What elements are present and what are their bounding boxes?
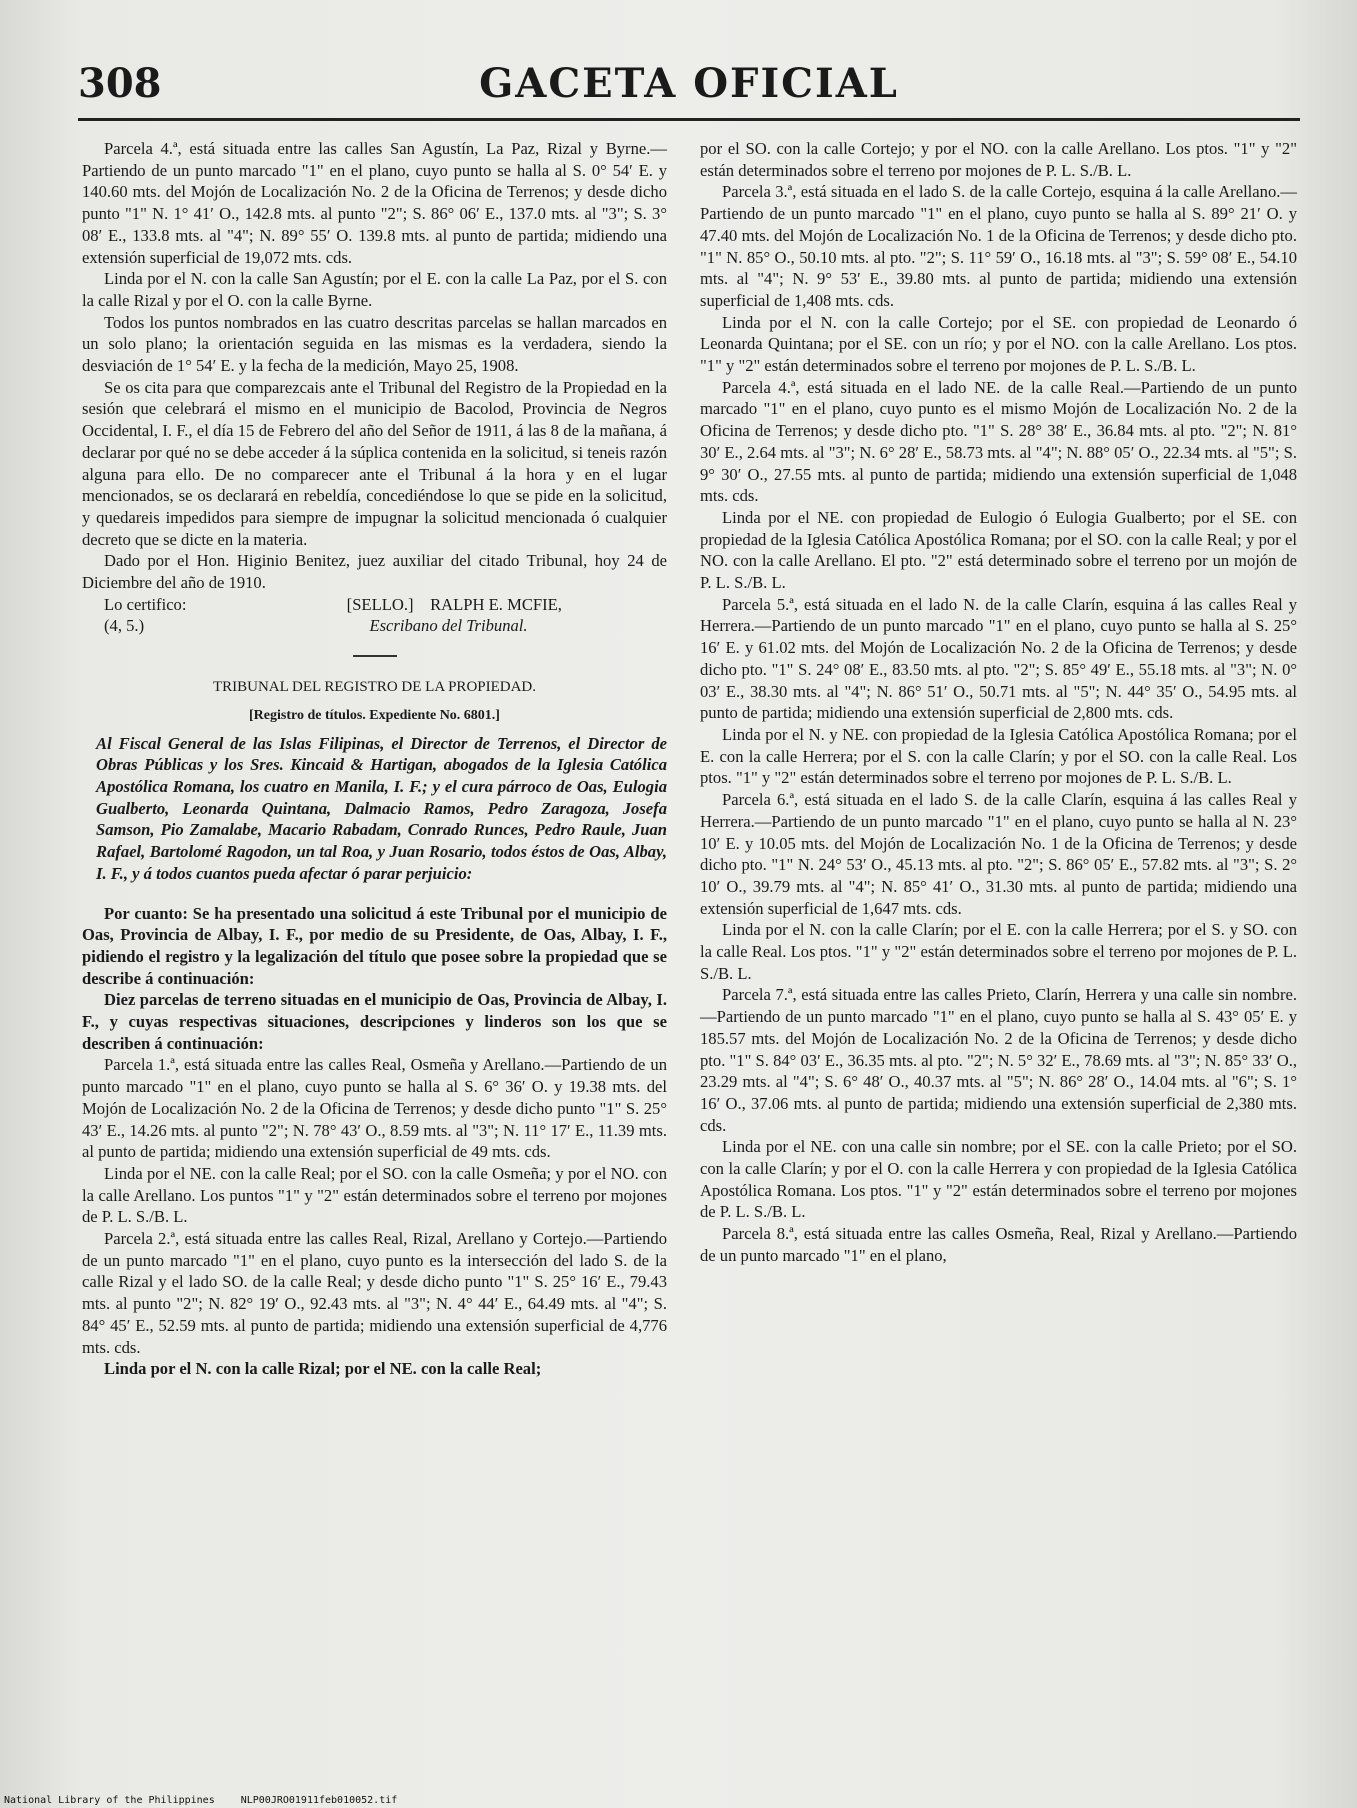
parcel-7-boundaries: Linda por el NE. con una calle sin nombre; por el SE. con la calle Prieto; por el SO. con la calle Clarín; y por el O. con la calle Herrera y con propiedad de la Iglesia Católica Apostólica Romana. Los ptos. "1" y "2" están determinados sobre el terreno por mojones de P. L. S./B. L. <box>700 1137 1297 1222</box>
por-cuanto-paragraph: Por cuanto: Se ha presentado una solicitud á este Tribunal por el municipio de Oas, Provincia de Albay, I. F., por medio de su Presidente, de Oas, Albay, I. F., pidiendo el registro y la legalización del título que posee sobre la propiedad que se describe á continuación: <box>82 903 667 988</box>
dado-paragraph: Dado por el Hon. Higinio Benitez, juez auxiliar del citado Tribunal, hoy 24 de Diciembre del año de 1910. <box>82 551 667 593</box>
left-column <box>82 138 667 1380</box>
registrar-name: RALPH E. MCFIE, <box>430 594 562 614</box>
parcel-2-description: Parcela 2.ª, está situada entre las calles Real, Rizal, Arellano y Cortejo.—Partiendo de un punto marcado "1" en el plano, cuyo punto es la intersección del lado S. de la calle Rizal y el lado SO. de la calle Real; y desde dicho punto "1" S. 25° 16′ E., 79.43 mts. al punto "2"; N. 82° 19′ O., 92.43 mts. al "3"; N. 4° 44′ E., 64.49 mts. al "4"; S. 84° 45′ E., 52.59 mts. al punto de partida; midiendo una extensión superficial de 4,776 mts. cds. <box>82 1229 667 1357</box>
parcel-3-description: Parcela 3.ª, está situada en el lado S. de la calle Cortejo, esquina á la calle Arellano.—Partiendo de un punto marcado "1" en el plano, cuyo punto se halla al S. 89° 21′ O. y 47.40 mts. del Mojón de Localización No. 1 de la Oficina de Terrenos; y desde dicho pto. "1" N. 85° O., 50.10 mts. al pto. "2"; S. 11° 59′ O., 16.18 mts. al "3"; S. 59° 08′ E., 54.10 mts. al "4"; N. 9° 53′ E., 39.80 mts. al punto de partida; midiendo una extensión superficial de 1,408 mts. cds. <box>700 182 1297 310</box>
parcel-1-boundaries: Linda por el NE. con la calle Real; por el SO. con la calle Osmeña; y por el NO. con la calle Arellano. Los puntos "1" y "2" están determinados sobre el terreno por mojones de P. L. S./B. L. <box>82 1163 667 1227</box>
signature-row-1 <box>82 594 667 616</box>
seal-label: [SELLO.] <box>346 594 414 614</box>
scan-filename: NLP00JRO01911feb010052.tif <box>240 1795 398 1806</box>
scan-footer <box>4 1795 704 1806</box>
parcel-1-description: Parcela 1.ª, está situada entre las calles Real, Osmeña y Arellano.—Partiendo de un punto marcado "1" en el plano, cuyo punto se halla al S. 6° 36′ O. y 19.38 mts. del Mojón de Localización No. 2 de la Oficina de Terrenos; y desde dicho punto "1" S. 25° 43′ E., 14.26 mts. al punto "2"; N. 78° 43′ O., 8.59 mts. al "3"; N. 11° 17′ E., 11.39 mts. al punto de partida; midiendo una extensión superficial de 49 mts. cds. <box>82 1055 667 1162</box>
right-column <box>700 138 1297 1267</box>
spacer <box>82 885 667 903</box>
section-divider <box>353 655 397 657</box>
publication-ref: (4, 5.) <box>104 616 145 636</box>
parcel-7-description: Parcela 7.ª, está situada entre las calles Prieto, Clarín, Herrera y una calle sin nombre.—Partiendo de un punto marcado "1" en el plano, cuyo punto se halla al S. 43° 05′ E. y 185.57 mts. del Mojón de Localización No. 2 de la Oficina de Terrenos; y desde dicho pto. "1" S. 84° 03′ E., 36.35 mts. al pto. "2"; N. 5° 32′ E., 78.69 mts. al "3"; N. 85° 33′ O., 23.29 mts. al "4"; S. 6° 48′ O., 40.37 mts. al "5"; N. 86° 28′ O., 14.04 mts. al "6"; S. 1° 16′ O., 37.06 mts. al punto de partida; midiendo una extensión superficial de 2,380 mts. cds. <box>700 985 1297 1135</box>
parcel-2-boundaries: Linda por el N. con la calle Rizal; por el NE. con la calle Real; <box>104 1359 542 1379</box>
page-header <box>78 60 1300 116</box>
parcel-8-description: Parcela 8.ª, está situada entre las calles Osmeña, Real, Rizal y Arellano.—Partiendo de un punto marcado "1" en el plano, <box>700 1224 1297 1265</box>
certifico-label: Lo certifico: <box>104 594 187 614</box>
parcel-4-boundaries: Linda por el N. con la calle San Agustín; por el E. con la calle La Paz, por el S. con la calle Rizal y por el O. con la calle Byrne. <box>82 269 667 310</box>
parcel-6-boundaries: Linda por el N. con la calle Clarín; por el E. con la calle Herrera; por el S. y SO. con la calle Real. Los ptos. "1" y "2" están determinados sobre el terreno por mojones de P. L. S./B. L. <box>700 920 1297 983</box>
masthead-title: GACETA OFICIAL <box>479 60 899 107</box>
parcel-4-description: Parcela 4.ª, está situada entre las calles San Agustín, La Paz, Rizal y Byrne.—Partiendo de un punto marcado "1" en el plano, cuyo punto se halla al S. 0° 54′ E. y 140.60 mts. del Mojón de Localización No. 2 de la Oficina de Terrenos; y desde dicho punto "1" N. 1° 41′ O., 142.8 mts. al punto "2"; S. 86° 06′ E., 137.0 mts. al "3"; S. 3° 08′ E., 133.8 mts. al "4"; N. 89° 55′ O. 139.8 mts. al punto de partida; midiendo una extensión superficial de 19,072 mts. cds. <box>82 139 667 267</box>
library-credit: National Library of the Philippines <box>4 1795 215 1806</box>
orientation-note: Todos los puntos nombrados en las cuatro descritas parcelas se hallan marcados en un solo plano; la orientación seguida en las mismas es la verdadera, siendo la desviación de 1° 54′ E. y la fecha de la medición, Mayo 25, 1908. <box>82 312 667 376</box>
court-title: TRIBUNAL DEL REGISTRO DE LA PROPIEDAD. <box>212 679 537 696</box>
header-rule <box>78 118 1300 121</box>
summons-paragraph: Se os cita para que comparezcais ante el Tribunal del Registro de la Propiedad en la sesión que celebrará el mismo en el municipio de Bacolod, Provincia de Negros Occidental, I. F., el día 15 de Febrero del año del Señor de 1911, á las 8 de la mañana, á declarar por qué no se debe acceder á la súplica contenida en la solicitud, si teneis razón alguna para ello. De no comparecer ante el Tribunal á la hora y en el lugar mencionados, se os declarará en rebeldía, concediéndose lo que se pide en la solicitud, y quedareis impedidos para siempre de impugnar la solicitud mencionada ó cualquier decreto que se dicte en la materia. <box>82 377 667 549</box>
expediente-line: [Registro de títulos. Expediente No. 6801.] <box>249 707 500 723</box>
parcel-2-boundaries-cont: por el SO. con la calle Cortejo; y por el NO. con la calle Arellano. Los ptos. "1" y "2" están determinados sobre el terreno por mojones de P. L. S./B. L. <box>700 139 1297 180</box>
parcel-6-description: Parcela 6.ª, está situada en el lado S. de la calle Clarín, esquina á las calles Real y Herrera.—Partiendo de un punto marcado "1" en el plano, cuyo punto se halla al N. 23° 10′ E. y 10.05 mts. del Mojón de Localización No. 1 de la Oficina de Terrenos; y desde dicho pto. "1" N. 24° 53′ O., 45.13 mts. al pto. "2"; S. 86° 05′ E., 57.82 mts. al "3"; S. 2° 10′ O., 39.79 mts. al "4"; N. 85° 41′ O., 31.30 mts. al punto de partida; midiendo una extensión superficial de 1,647 mts. cds. <box>700 790 1297 918</box>
parcel-4b-boundaries: Linda por el NE. con propiedad de Eulogio ó Eulogia Gualberto; por el SE. con propiedad de la Iglesia Católica Apostólica Romana; por el SO. con la calle Real; y por el NO. con la calle Arellano. El pto. "2" está determinado sobre el terreno por un mojón de P. L. S./B. L. <box>700 507 1297 593</box>
parcels-intro: Diez parcelas de terreno situadas en el municipio de Oas, Provincia de Albay, I. F., y cuyas respectivas situaciones, descripciones y linderos son los que se describen á continuación: <box>82 990 667 1053</box>
page-number: 308 <box>78 60 162 107</box>
signature-row-2 <box>82 615 667 637</box>
parcel-5-boundaries: Linda por el N. y NE. con propiedad de la Iglesia Católica Apostólica Romana; por el E. con la calle Herrera; por el S. con la calle Clarín; y por el SO. con la calle Real. Los ptos. "1" y "2" están determinados sobre el terreno por mojones de P. L. S./B. L. <box>700 724 1297 788</box>
parcel-3-boundaries: Linda por el N. con la calle Cortejo; por el SE. con propiedad de Leonardo ó Leonarda Quintana; por el SE. con un río; y por el NO. con la calle Arellano. Los ptos. "1" y "2" están determinados sobre el terreno por mojones de P. L. S./B. L. <box>700 312 1297 376</box>
parcel-4b-description: Parcela 4.ª, está situada en el lado NE. de la calle Real.—Partiendo de un punto marcado "1" en el plano, cuyo punto es el mismo Mojón de Localización No. 2 de la Oficina de Terrenos; y desde dicho pto. "1" S. 28° 38′ E., 36.84 mts. al pto. "2"; N. 81° 30′ E., 2.64 mts. al "3"; N. 6° 28′ E., 58.73 mts. al "4"; N. 88° 05′ O., 22.34 mts. al "5"; S. 9° 30′ O., 27.55 mts. al punto de partida; midiendo una extensión superficial de 1,048 mts. cds. <box>700 377 1297 506</box>
addressees: Al Fiscal General de las Islas Filipinas, el Director de Terrenos, el Director de Obras Públicas y los Sres. Kincaid & Hartigan, abogados de la Iglesia Católica Apostólica Romana, los cuatro en Manila, I. F.; y el cura párroco de Oas, Eulogia Gualberto, Leonarda Quintana, Dalmacio Ramos, Pedro Zaragoza, Josefa Samson, Pio Zamalabe, Macario Rabadam, Conrado Runces, Pedro Raule, Juan Rafael, Bartolomé Ragodon, un tal Roa, y Juan Rosario, todos éstos de Oas, Albay, I. F., y á todos cuantos pueda afectar ó parar perjuicio: <box>96 733 667 883</box>
parcel-5-description: Parcela 5.ª, está situada en el lado N. de la calle Clarín, esquina á las calles Real y Herrera.—Partiendo de un punto marcado "1" en el plano, cuyo punto se halla al S. 25° 16′ E. y 61.02 mts. del Mojón de Localización No. 2 de la Oficina de Terrenos; y desde dicho pto. "1" S. 24° 08′ E., 83.50 mts. al pto. "2"; S. 85° 49′ E., 55.18 mts. al "3"; N. 0° 03′ E., 38.30 mts. al "4"; N. 86° 51′ O., 50.71 mts. al "5"; N. 44° 35′ O., 54.95 mts. al punto de partida; midiendo una extensión superficial de 2,800 mts. cds. <box>700 594 1297 723</box>
registrar-line <box>347 594 667 616</box>
registrar-title: Escribano del Tribunal. <box>369 616 528 636</box>
